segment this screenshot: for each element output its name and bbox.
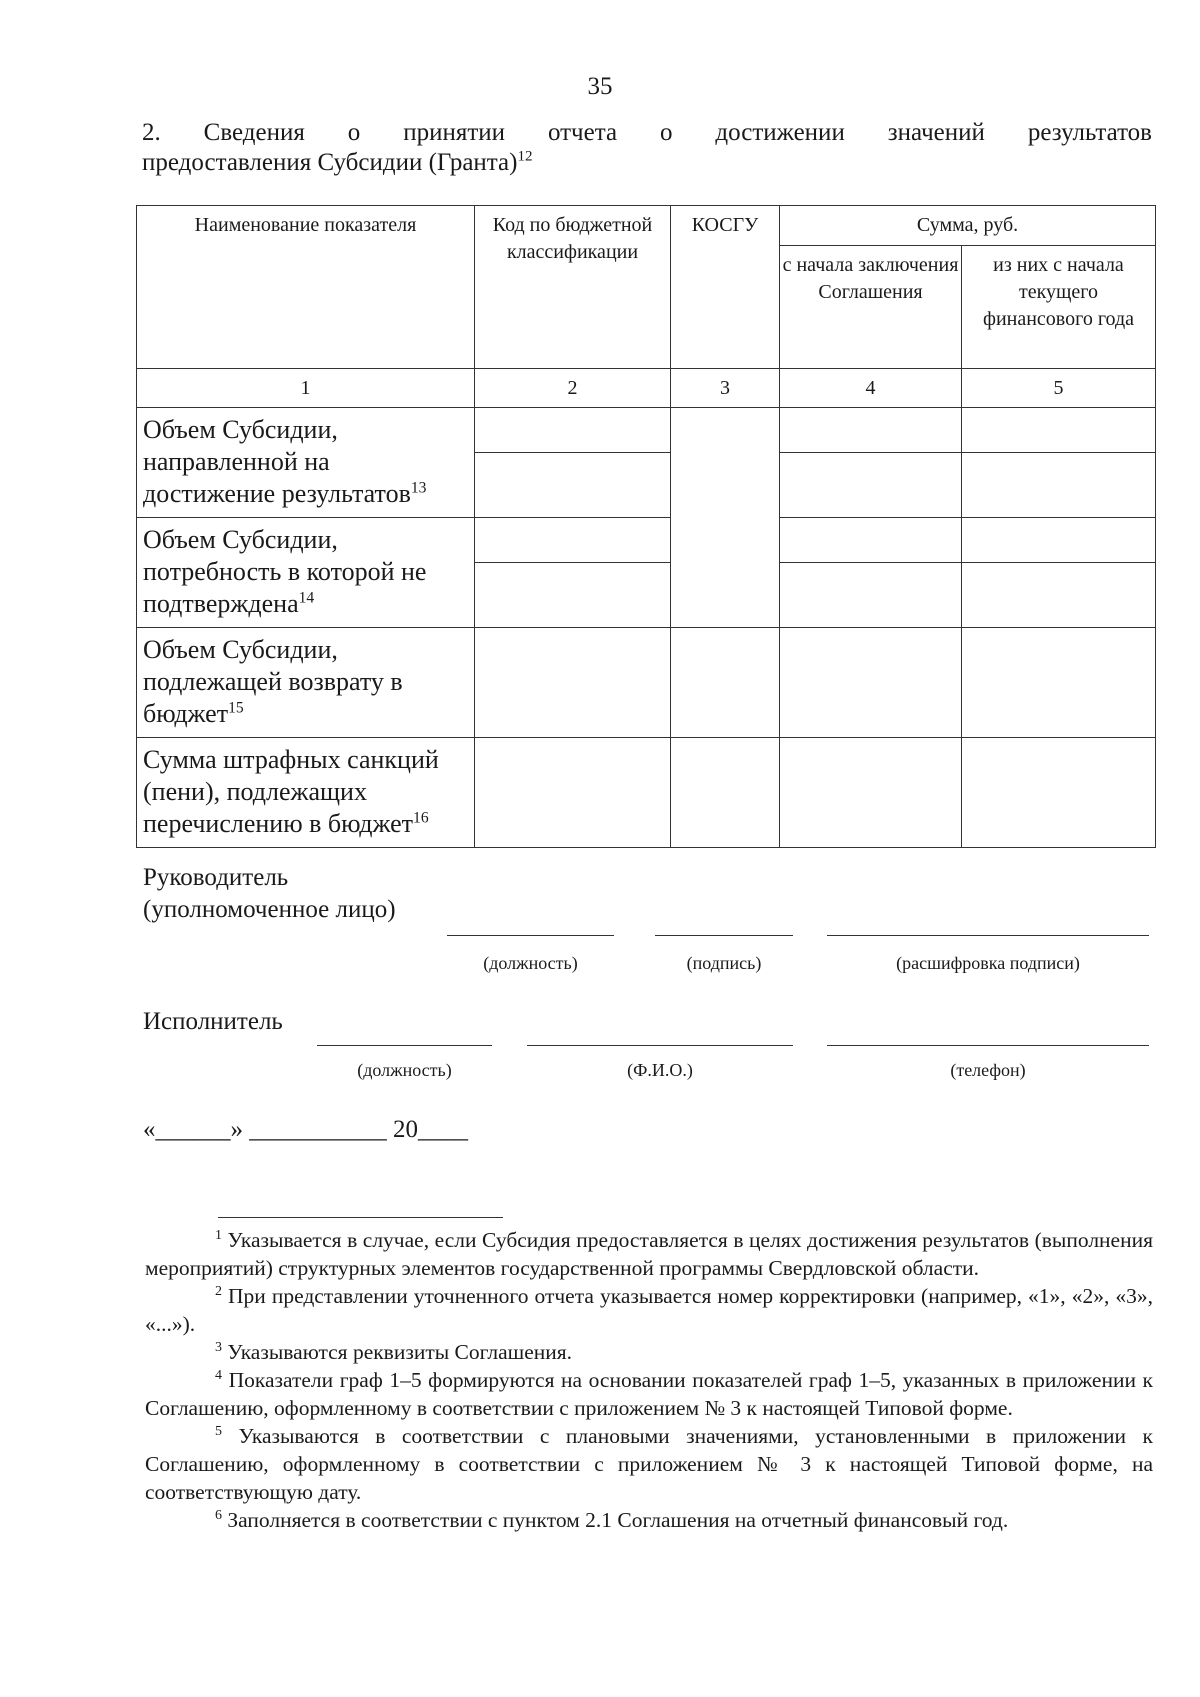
table-row-label: Объем Субсидии, направленной на достижение результатов$^{13}$: [137, 408, 475, 518]
table-cell[interactable]: [962, 408, 1156, 453]
footnote-ref: 13: [410, 479, 427, 497]
footnote: $^5$ Указываются в соответствии с плановыми значениями, установленными в приложении к Соглашению, оформленному в соответствии с приложением № 3 к настоящей Типовой форме, на соответствующую дату.: [145, 1423, 1154, 1504]
footnote-ref: 14: [298, 589, 315, 607]
caption-position: (должность): [357, 1060, 452, 1080]
table-cell[interactable]: [962, 628, 1156, 738]
signature-line[interactable]: [655, 935, 793, 936]
table-cell[interactable]: [475, 563, 671, 628]
footnote-separator: [218, 1217, 503, 1218]
header-sum-since-agreement: с начала заключения Соглашения: [780, 246, 962, 369]
column-number: 3: [671, 369, 780, 408]
table-cell[interactable]: [671, 628, 780, 738]
table-cell[interactable]: [962, 453, 1156, 518]
table-cell[interactable]: [780, 563, 962, 628]
table-cell[interactable]: [475, 408, 671, 453]
footnote: $^3$ Указываются реквизиты Соглашения.: [215, 1339, 573, 1364]
header-budget-code: Код по бюджетной классификации: [475, 206, 671, 369]
column-number: 1: [137, 369, 475, 408]
caption-full-name: (Ф.И.О.): [627, 1060, 693, 1080]
table-cell[interactable]: [780, 453, 962, 518]
footnote-ref: 16: [413, 809, 429, 827]
header-kosgu: КОСГУ: [671, 206, 780, 369]
table-cell[interactable]: [475, 518, 671, 563]
table-row-label: Сумма штрафных санкций (пени), подлежащих перечислению в бюджет$^{16}$: [137, 738, 475, 848]
footnote-ref: 15: [228, 699, 244, 717]
executor-line[interactable]: [317, 1045, 492, 1046]
column-number: 2: [475, 369, 671, 408]
section-heading: [142, 118, 1152, 178]
caption-signature: (подпись): [686, 953, 762, 973]
footnote: $^1$ Указывается в случае, если Субсидия предоставляется в целях достижения результатов (выполнения мероприятий) структурных элементов государственной программы Свердловской области.: [145, 1227, 1153, 1280]
table-cell[interactable]: [671, 408, 780, 628]
caption-phone: (телефон): [950, 1060, 1026, 1080]
footnote-ref: 12: [517, 148, 533, 165]
caption-position: (должность): [483, 953, 578, 973]
footnote: $^6$ Заполняется в соответствии с пунктом 2.1 Соглашения на отчетный финансовый год.: [215, 1507, 1009, 1532]
table-row-label: Объем Субсидии, подлежащей возврату в бюджет$^{15}$: [137, 628, 475, 738]
table-cell[interactable]: [962, 738, 1156, 848]
header-sum: Сумма, руб.: [780, 206, 1156, 246]
table-cell[interactable]: [475, 453, 671, 518]
head-label: Руководитель (уполномоченное лицо): [143, 864, 396, 923]
section-heading-line1: 2. Сведения о принятии отчета о достижении значений результатов: [142, 119, 1152, 146]
column-number: 5: [962, 369, 1156, 408]
table-cell[interactable]: [780, 408, 962, 453]
table-cell[interactable]: [671, 738, 780, 848]
signature-line[interactable]: [447, 935, 614, 936]
footnote: $^4$ Показатели граф 1–5 формируются на основании показателей граф 1–5, указанных в приложении к Соглашению, оформленному в соответствии с приложением № 3 к настоящей Типовой форме.: [145, 1367, 1154, 1420]
table-cell[interactable]: [780, 628, 962, 738]
caption-signature-transcript: (расшифровка подписи): [896, 953, 1080, 973]
footnote: $^2$ При представлении уточненного отчета указывается номер корректировки (например, «1», «2», «3», «...»).: [145, 1283, 1153, 1336]
page-number: 35: [587, 73, 613, 100]
signature-line[interactable]: [827, 935, 1149, 936]
table-cell[interactable]: [475, 738, 671, 848]
table-cell[interactable]: [780, 738, 962, 848]
section-heading-line2: предоставления Субсидии (Гранта): [142, 149, 518, 176]
executor-label: Исполнитель: [143, 1008, 283, 1035]
footnotes: [145, 1226, 1153, 1534]
table-cell[interactable]: [962, 518, 1156, 563]
executor-line[interactable]: [527, 1045, 793, 1046]
header-indicator-name: Наименование показателя: [137, 206, 475, 369]
table-cell[interactable]: [475, 628, 671, 738]
header-sum-since-year: из них с начала текущего финансового года: [962, 246, 1156, 369]
column-number: 4: [780, 369, 962, 408]
report-table: [136, 205, 1156, 848]
date-line[interactable]: «______» ___________ 20____: [143, 1116, 468, 1143]
executor-line[interactable]: [827, 1045, 1149, 1046]
table-cell[interactable]: [780, 518, 962, 563]
table-cell[interactable]: [962, 563, 1156, 628]
table-row-label: Объем Субсидии, потребность в которой не подтверждена$^{14}$: [137, 518, 475, 628]
